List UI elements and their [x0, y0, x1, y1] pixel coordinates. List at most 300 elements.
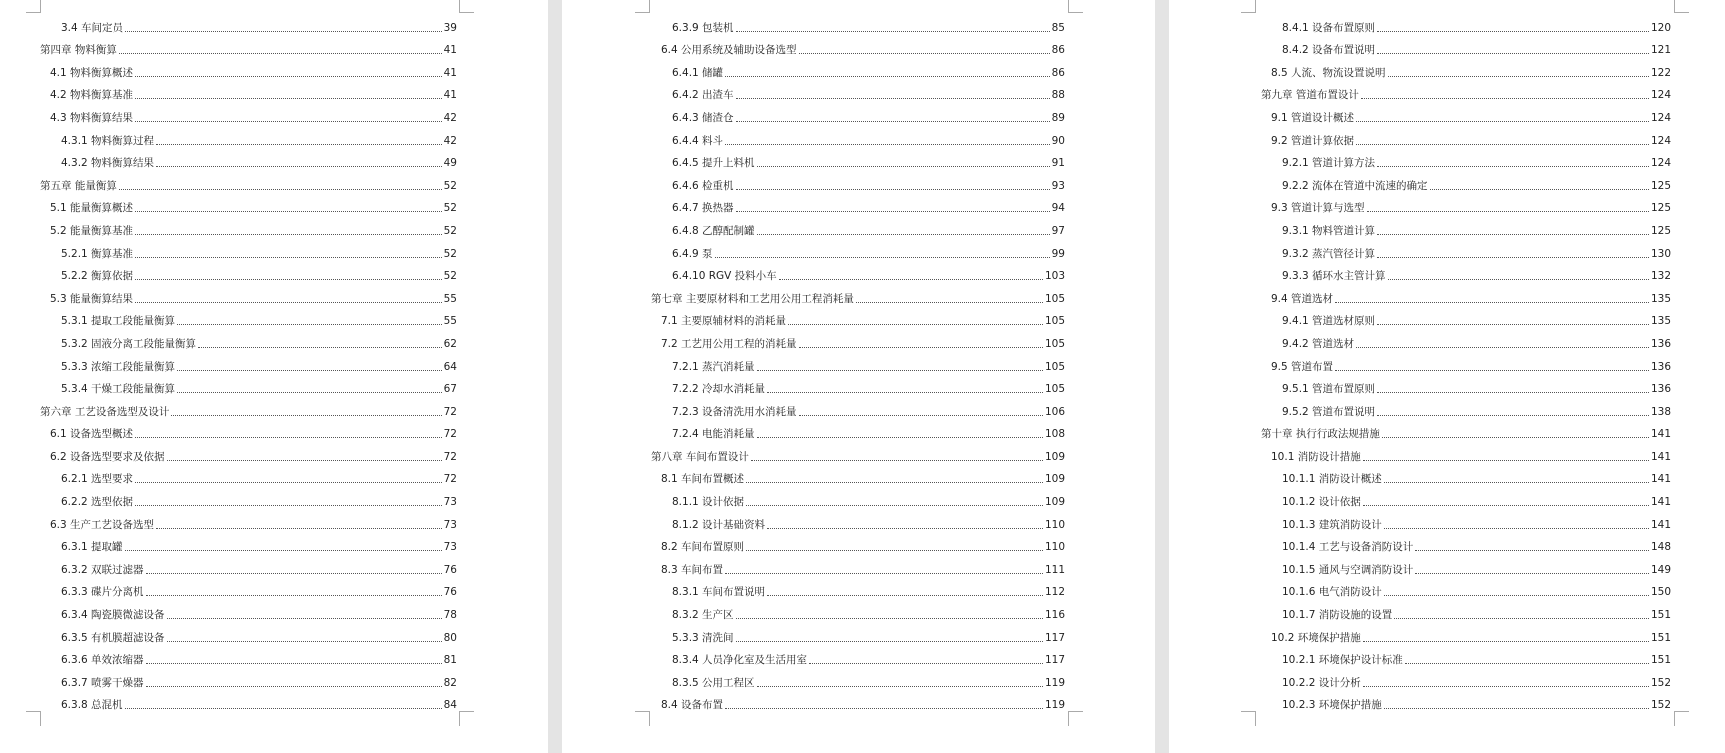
toc-entry[interactable]: [40, 578, 457, 601]
margin-mark: [1241, 711, 1256, 726]
margin-mark: [459, 0, 474, 13]
toc-entry[interactable]: [1261, 442, 1671, 465]
toc-entry[interactable]: [1261, 216, 1671, 239]
toc-entry[interactable]: [1261, 284, 1671, 307]
toc-entry-page-number: 94: [1051, 202, 1065, 215]
toc-entry[interactable]: [1261, 397, 1671, 420]
toc-entry-page-number: 52: [443, 270, 457, 283]
toc-entry[interactable]: [40, 397, 457, 420]
toc-entry-page-number: 105: [1044, 315, 1065, 328]
toc-entry[interactable]: [40, 555, 457, 578]
toc-entry-page-number: 93: [1051, 179, 1065, 192]
dot-leader: [1430, 189, 1649, 190]
toc-entry-page-number: 152: [1650, 699, 1671, 712]
toc-entry-title: 9.2 管道计算依据: [1271, 134, 1355, 147]
toc-entry-page-number: 124: [1650, 157, 1671, 170]
toc-entry-page-number: 151: [1650, 654, 1671, 667]
toc-entry-page-number: 67: [443, 383, 457, 396]
dot-leader: [767, 595, 1043, 596]
toc-entry[interactable]: [1261, 668, 1671, 691]
toc-entry[interactable]: [40, 510, 457, 533]
toc-entry-title: 7.1 主要原辅材料的消耗量: [661, 315, 787, 328]
toc-entry[interactable]: [651, 13, 1065, 36]
dot-leader: [767, 392, 1043, 393]
toc-entry-title: 5.3.2 固液分离工段能量衡算: [61, 337, 197, 350]
toc-entry-title: 10.1.5 通风与空调消防设计: [1282, 563, 1414, 576]
toc-entry-page-number: 124: [1650, 134, 1671, 147]
margin-mark: [1068, 711, 1083, 726]
dot-leader: [736, 211, 1050, 212]
dot-leader: [146, 573, 442, 574]
toc-entry[interactable]: [40, 646, 457, 669]
toc-entry-title: 6.4.1 储罐: [672, 66, 724, 79]
toc-entry[interactable]: [651, 36, 1065, 59]
toc-entry-page-number: 125: [1650, 224, 1671, 237]
toc-entry-title: 6.4.4 料斗: [672, 134, 724, 147]
toc-entry-page-number: 119: [1044, 699, 1065, 712]
toc-entry[interactable]: [40, 668, 457, 691]
toc-list: [1261, 13, 1671, 713]
toc-entry-page-number: 85: [1051, 21, 1065, 34]
margin-mark: [26, 711, 41, 726]
toc-entry[interactable]: [40, 533, 457, 556]
toc-entry-title: 6.4.10 RGV 投料小车: [672, 270, 777, 283]
toc-entry-title: 9.4.2 管道选材: [1282, 337, 1355, 350]
toc-entry[interactable]: [40, 352, 457, 375]
toc-entry-title: 9.3.2 蒸汽管径计算: [1282, 247, 1376, 260]
toc-entry-page-number: 72: [443, 428, 457, 441]
toc-entry-title: 6.2.2 选型依据: [61, 496, 134, 509]
toc-entry-page-number: 78: [443, 609, 457, 622]
toc-entry-page-number: 130: [1650, 247, 1671, 260]
dot-leader: [725, 708, 1043, 709]
toc-entry-title: 10.1.7 消防设施的设置: [1282, 609, 1393, 622]
toc-entry[interactable]: [651, 487, 1065, 510]
toc-entry[interactable]: [1261, 103, 1671, 126]
toc-entry-title: 7.2.4 电能消耗量: [672, 428, 755, 441]
toc-entry[interactable]: [651, 58, 1065, 81]
toc-entry[interactable]: [651, 375, 1065, 398]
dot-leader: [119, 53, 442, 54]
toc-entry[interactable]: [1261, 171, 1671, 194]
toc-entry-page-number: 88: [1051, 89, 1065, 102]
dot-leader: [135, 279, 442, 280]
toc-entry[interactable]: [651, 465, 1065, 488]
toc-entry-page-number: 121: [1650, 44, 1671, 57]
toc-entry[interactable]: [1261, 58, 1671, 81]
toc-entry-title: 6.4.7 换热器: [672, 202, 734, 215]
toc-entry[interactable]: [651, 103, 1065, 126]
toc-entry[interactable]: [40, 487, 457, 510]
toc-entry-title: 8.2 车间布置原则: [661, 541, 745, 554]
toc-entry-title: 10.2.3 环境保护措施: [1282, 699, 1382, 712]
toc-entry[interactable]: [1261, 194, 1671, 217]
toc-entry-page-number: 135: [1650, 292, 1671, 305]
dot-leader: [799, 347, 1043, 348]
dot-leader: [736, 189, 1050, 190]
toc-entry[interactable]: [40, 420, 457, 443]
toc-entry[interactable]: [651, 555, 1065, 578]
toc-entry[interactable]: [651, 149, 1065, 172]
toc-entry[interactable]: [40, 13, 457, 36]
toc-entry-page-number: 86: [1051, 66, 1065, 79]
toc-entry-title: 第六章 工艺设备选型及设计: [40, 405, 170, 418]
toc-entry[interactable]: [1261, 262, 1671, 285]
toc-entry[interactable]: [1261, 555, 1671, 578]
toc-entry-title: 8.4.1 设备布置原则: [1282, 21, 1376, 34]
toc-entry[interactable]: [1261, 487, 1671, 510]
dot-leader: [135, 234, 442, 235]
toc-entry[interactable]: [40, 691, 457, 714]
toc-entry[interactable]: [1261, 13, 1671, 36]
toc-entry-title: 9.3 管道计算与选型: [1271, 202, 1365, 215]
toc-entry-page-number: 97: [1051, 224, 1065, 237]
dot-leader: [167, 460, 442, 461]
toc-entry[interactable]: [651, 126, 1065, 149]
toc-entry[interactable]: [651, 216, 1065, 239]
toc-entry[interactable]: [651, 533, 1065, 556]
toc-entry[interactable]: [651, 420, 1065, 443]
toc-entry-title: 第五章 能量衡算: [40, 179, 117, 192]
toc-entry-page-number: 150: [1650, 586, 1671, 599]
toc-entry[interactable]: [1261, 329, 1671, 352]
dot-leader: [757, 686, 1043, 687]
toc-entry-page-number: 117: [1044, 631, 1065, 644]
dot-leader: [725, 573, 1043, 574]
dot-leader: [125, 31, 442, 32]
toc-entry-page-number: 62: [443, 337, 457, 350]
toc-entry-page-number: 73: [443, 518, 457, 531]
toc-entry-page-number: 106: [1044, 405, 1065, 418]
toc-entry[interactable]: [1261, 149, 1671, 172]
dot-leader: [1356, 347, 1649, 348]
dot-leader: [167, 641, 442, 642]
toc-entry-page-number: 76: [443, 563, 457, 576]
toc-entry[interactable]: [1261, 578, 1671, 601]
dot-leader: [736, 98, 1050, 99]
dot-leader: [1363, 460, 1649, 461]
toc-entry[interactable]: [651, 442, 1065, 465]
page-gap: [1155, 0, 1169, 753]
toc-entry[interactable]: [651, 171, 1065, 194]
toc-entry-page-number: 122: [1650, 66, 1671, 79]
toc-entry-title: 8.1.1 设计依据: [672, 496, 745, 509]
toc-entry-title: 6.3.5 有机膜超滤设备: [61, 631, 165, 644]
toc-entry[interactable]: [651, 646, 1065, 669]
toc-entry[interactable]: [651, 397, 1065, 420]
margin-mark: [1674, 711, 1689, 726]
toc-entry-title: 10.2.2 设计分析: [1282, 676, 1361, 689]
toc-entry-page-number: 119: [1044, 676, 1065, 689]
toc-entry-title: 9.4.1 管道选材原则: [1282, 315, 1376, 328]
dot-leader: [757, 234, 1050, 235]
dot-leader: [177, 324, 442, 325]
toc-entry-page-number: 52: [443, 179, 457, 192]
toc-entry-title: 6.3.8 总混机: [61, 699, 123, 712]
toc-entry-page-number: 76: [443, 586, 457, 599]
toc-entry-title: 6.2.1 选型要求: [61, 473, 134, 486]
toc-entry-page-number: 136: [1650, 383, 1671, 396]
dot-leader: [125, 708, 442, 709]
dot-leader: [171, 415, 441, 416]
dot-leader: [757, 166, 1050, 167]
toc-entry[interactable]: [651, 600, 1065, 623]
dot-leader: [757, 437, 1043, 438]
toc-entry-page-number: 110: [1044, 541, 1065, 554]
dot-leader: [135, 98, 442, 99]
toc-entry[interactable]: [40, 600, 457, 623]
toc-entry[interactable]: [1261, 623, 1671, 646]
toc-entry-title: 6.4.9 泵: [672, 247, 713, 260]
dot-leader: [135, 76, 442, 77]
toc-entry[interactable]: [40, 284, 457, 307]
toc-entry-page-number: 73: [443, 541, 457, 554]
toc-entry-page-number: 109: [1044, 496, 1065, 509]
toc-entry-title: 8.3.4 人员净化室及生活用室: [672, 654, 808, 667]
toc-entry-page-number: 80: [443, 631, 457, 644]
dot-leader: [1377, 392, 1649, 393]
dot-leader: [799, 53, 1050, 54]
toc-entry-title: 5.2.2 衡算依据: [61, 270, 134, 283]
toc-entry-page-number: 72: [443, 473, 457, 486]
toc-entry-title: 8.3.5 公用工程区: [672, 676, 755, 689]
toc-entry[interactable]: [651, 239, 1065, 262]
toc-entry-title: 6.3.3 碟片分离机: [61, 586, 144, 599]
dot-leader: [1367, 211, 1649, 212]
dot-leader: [1361, 98, 1649, 99]
toc-entry-title: 第七章 主要原材料和工艺用公用工程消耗量: [651, 292, 854, 305]
toc-entry[interactable]: [1261, 352, 1671, 375]
toc-entry-title: 5.3.4 干燥工段能量衡算: [61, 383, 176, 396]
dot-leader: [177, 392, 442, 393]
toc-entry-title: 6.4.6 检重机: [672, 179, 734, 192]
toc-entry[interactable]: [40, 171, 457, 194]
toc-entry[interactable]: [40, 375, 457, 398]
toc-entry[interactable]: [651, 194, 1065, 217]
toc-entry-page-number: 81: [443, 654, 457, 667]
toc-entry[interactable]: [40, 465, 457, 488]
dot-leader: [156, 144, 442, 145]
toc-entry-title: 9.3.3 循环水主管计算: [1282, 270, 1386, 283]
toc-entry[interactable]: [40, 194, 457, 217]
toc-entry[interactable]: [40, 149, 457, 172]
toc-entry-page-number: 112: [1044, 586, 1065, 599]
toc-entry-title: 10.2.1 环境保护设计标准: [1282, 654, 1403, 667]
toc-entry-title: 5.2.1 衡算基准: [61, 247, 134, 260]
dot-leader: [1377, 324, 1649, 325]
toc-entry-title: 10.2 环境保护措施: [1271, 631, 1361, 644]
toc-entry-title: 6.3.1 提取罐: [61, 541, 123, 554]
toc-entry-page-number: 117: [1044, 654, 1065, 667]
toc-entry-page-number: 132: [1650, 270, 1671, 283]
toc-entry-title: 8.5 人流、物流设置说明: [1271, 66, 1386, 79]
dot-leader: [119, 189, 442, 190]
dot-leader: [767, 528, 1043, 529]
toc-entry-title: 5.2 能量衡算基准: [50, 224, 134, 237]
toc-entry[interactable]: [1261, 126, 1671, 149]
toc-entry[interactable]: [40, 81, 457, 104]
toc-entry[interactable]: [1261, 600, 1671, 623]
toc-entry-page-number: 124: [1650, 111, 1671, 124]
dot-leader: [788, 324, 1043, 325]
toc-entry[interactable]: [651, 510, 1065, 533]
toc-entry[interactable]: [40, 262, 457, 285]
dot-leader: [1415, 573, 1649, 574]
toc-entry[interactable]: [40, 239, 457, 262]
toc-entry-title: 10.1 消防设计措施: [1271, 450, 1361, 463]
toc-entry[interactable]: [40, 307, 457, 330]
dot-leader: [135, 482, 442, 483]
toc-entry-page-number: 72: [443, 450, 457, 463]
toc-entry-page-number: 41: [443, 89, 457, 102]
toc-entry[interactable]: [1261, 510, 1671, 533]
toc-entry-page-number: 109: [1044, 473, 1065, 486]
dot-leader: [725, 144, 1050, 145]
toc-entry[interactable]: [1261, 239, 1671, 262]
toc-entry-title: 5.3.3 浓缩工段能量衡算: [61, 360, 176, 373]
toc-entry-page-number: 148: [1650, 541, 1671, 554]
toc-entry-page-number: 125: [1650, 179, 1671, 192]
dot-leader: [1363, 686, 1649, 687]
toc-entry[interactable]: [40, 36, 457, 59]
toc-entry-title: 4.2 物料衡算基准: [50, 89, 134, 102]
dot-leader: [1394, 618, 1649, 619]
toc-entry[interactable]: [651, 262, 1065, 285]
toc-entry[interactable]: [40, 216, 457, 239]
toc-entry-page-number: 120: [1650, 21, 1671, 34]
dot-leader: [1335, 302, 1649, 303]
toc-entry-page-number: 41: [443, 66, 457, 79]
toc-entry-title: 6.1 设备选型概述: [50, 428, 134, 441]
toc-entry-page-number: 105: [1044, 360, 1065, 373]
toc-entry-title: 10.1.1 消防设计概述: [1282, 473, 1382, 486]
toc-entry[interactable]: [1261, 691, 1671, 714]
toc-entry-page-number: 135: [1650, 315, 1671, 328]
dot-leader: [1363, 505, 1649, 506]
toc-entry-page-number: 151: [1650, 609, 1671, 622]
dot-leader: [1388, 279, 1649, 280]
toc-entry-title: 8.4.2 设备布置说明: [1282, 44, 1376, 57]
dot-leader: [1388, 76, 1649, 77]
dot-leader: [1377, 31, 1649, 32]
dot-leader: [156, 528, 442, 529]
toc-entry[interactable]: [1261, 420, 1671, 443]
toc-list: [651, 13, 1065, 713]
toc-entry-page-number: 105: [1044, 383, 1065, 396]
toc-entry-title: 9.5.1 管道布置原则: [1282, 383, 1376, 396]
toc-entry-title: 6.3.2 双联过滤器: [61, 563, 144, 576]
dot-leader: [725, 76, 1050, 77]
dot-leader: [1356, 144, 1649, 145]
toc-entry[interactable]: [40, 623, 457, 646]
toc-entry[interactable]: [40, 126, 457, 149]
toc-entry[interactable]: [40, 103, 457, 126]
toc-entry[interactable]: [1261, 646, 1671, 669]
toc-entry[interactable]: [1261, 465, 1671, 488]
toc-entry[interactable]: [651, 81, 1065, 104]
toc-entry-page-number: 138: [1650, 405, 1671, 418]
dot-leader: [135, 211, 442, 212]
toc-entry-title: 9.3.1 物料管道计算: [1282, 224, 1376, 237]
toc-entry[interactable]: [40, 58, 457, 81]
toc-entry-title: 9.5 管道布置: [1271, 360, 1334, 373]
toc-entry[interactable]: [651, 578, 1065, 601]
toc-entry[interactable]: [651, 668, 1065, 691]
toc-entry-title: 6.2 设备选型要求及依据: [50, 450, 165, 463]
toc-entry-page-number: 91: [1051, 157, 1065, 170]
toc-entry[interactable]: [1261, 307, 1671, 330]
toc-entry-title: 10.1.3 建筑消防设计: [1282, 518, 1382, 531]
toc-entry-page-number: 136: [1650, 337, 1671, 350]
dot-leader: [1384, 595, 1649, 596]
dot-leader: [1363, 641, 1649, 642]
toc-entry-title: 6.3.6 单效浓缩器: [61, 654, 144, 667]
dot-leader: [1377, 415, 1649, 416]
toc-entry[interactable]: [651, 307, 1065, 330]
dot-leader: [1377, 234, 1649, 235]
toc-entry[interactable]: [40, 329, 457, 352]
toc-entry-title: 6.3.4 陶瓷膜微滤设备: [61, 609, 165, 622]
dot-leader: [1384, 708, 1649, 709]
dot-leader: [856, 302, 1043, 303]
toc-entry[interactable]: [40, 442, 457, 465]
toc-entry[interactable]: [651, 691, 1065, 714]
dot-leader: [1405, 663, 1649, 664]
toc-entry[interactable]: [651, 352, 1065, 375]
toc-entry-page-number: 124: [1650, 89, 1671, 102]
dot-leader: [177, 370, 442, 371]
toc-entry-title: 5.3 能量衡算结果: [50, 292, 134, 305]
toc-entry[interactable]: [651, 623, 1065, 646]
toc-entry[interactable]: [1261, 81, 1671, 104]
toc-entry-page-number: 141: [1650, 473, 1671, 486]
toc-entry[interactable]: [1261, 533, 1671, 556]
dot-leader: [198, 347, 442, 348]
toc-entry-title: 第九章 管道布置设计: [1261, 89, 1359, 102]
toc-entry[interactable]: [651, 329, 1065, 352]
dot-leader: [746, 550, 1043, 551]
toc-entry-title: 3.4 车间定员: [61, 21, 124, 34]
margin-mark: [1674, 0, 1689, 13]
toc-entry[interactable]: [651, 284, 1065, 307]
toc-entry-page-number: 116: [1044, 609, 1065, 622]
toc-entry-title: 5.3.1 提取工段能量衡算: [61, 315, 176, 328]
toc-entry-title: 10.1.6 电气消防设计: [1282, 586, 1382, 599]
toc-entry-title: 6.3.9 包装机: [672, 21, 734, 34]
dot-leader: [135, 505, 442, 506]
margin-mark: [1241, 0, 1256, 13]
toc-entry-title: 9.4 管道选材: [1271, 292, 1334, 305]
toc-entry-title: 8.1.2 设计基础资料: [672, 518, 766, 531]
toc-entry[interactable]: [1261, 36, 1671, 59]
toc-entry-page-number: 72: [443, 405, 457, 418]
page-gap: [548, 0, 562, 753]
toc-entry-page-number: 39: [443, 21, 457, 34]
toc-entry-page-number: 89: [1051, 111, 1065, 124]
dot-leader: [167, 618, 442, 619]
toc-entry-page-number: 125: [1650, 202, 1671, 215]
dot-leader: [779, 279, 1043, 280]
toc-entry-page-number: 42: [443, 111, 457, 124]
dot-leader: [135, 257, 442, 258]
toc-entry-page-number: 141: [1650, 496, 1671, 509]
toc-entry-title: 9.1 管道设计概述: [1271, 111, 1355, 124]
dot-leader: [736, 641, 1043, 642]
toc-entry[interactable]: [1261, 375, 1671, 398]
dot-leader: [1356, 121, 1649, 122]
dot-leader: [146, 686, 442, 687]
toc-entry-title: 8.3 车间布置: [661, 563, 724, 576]
